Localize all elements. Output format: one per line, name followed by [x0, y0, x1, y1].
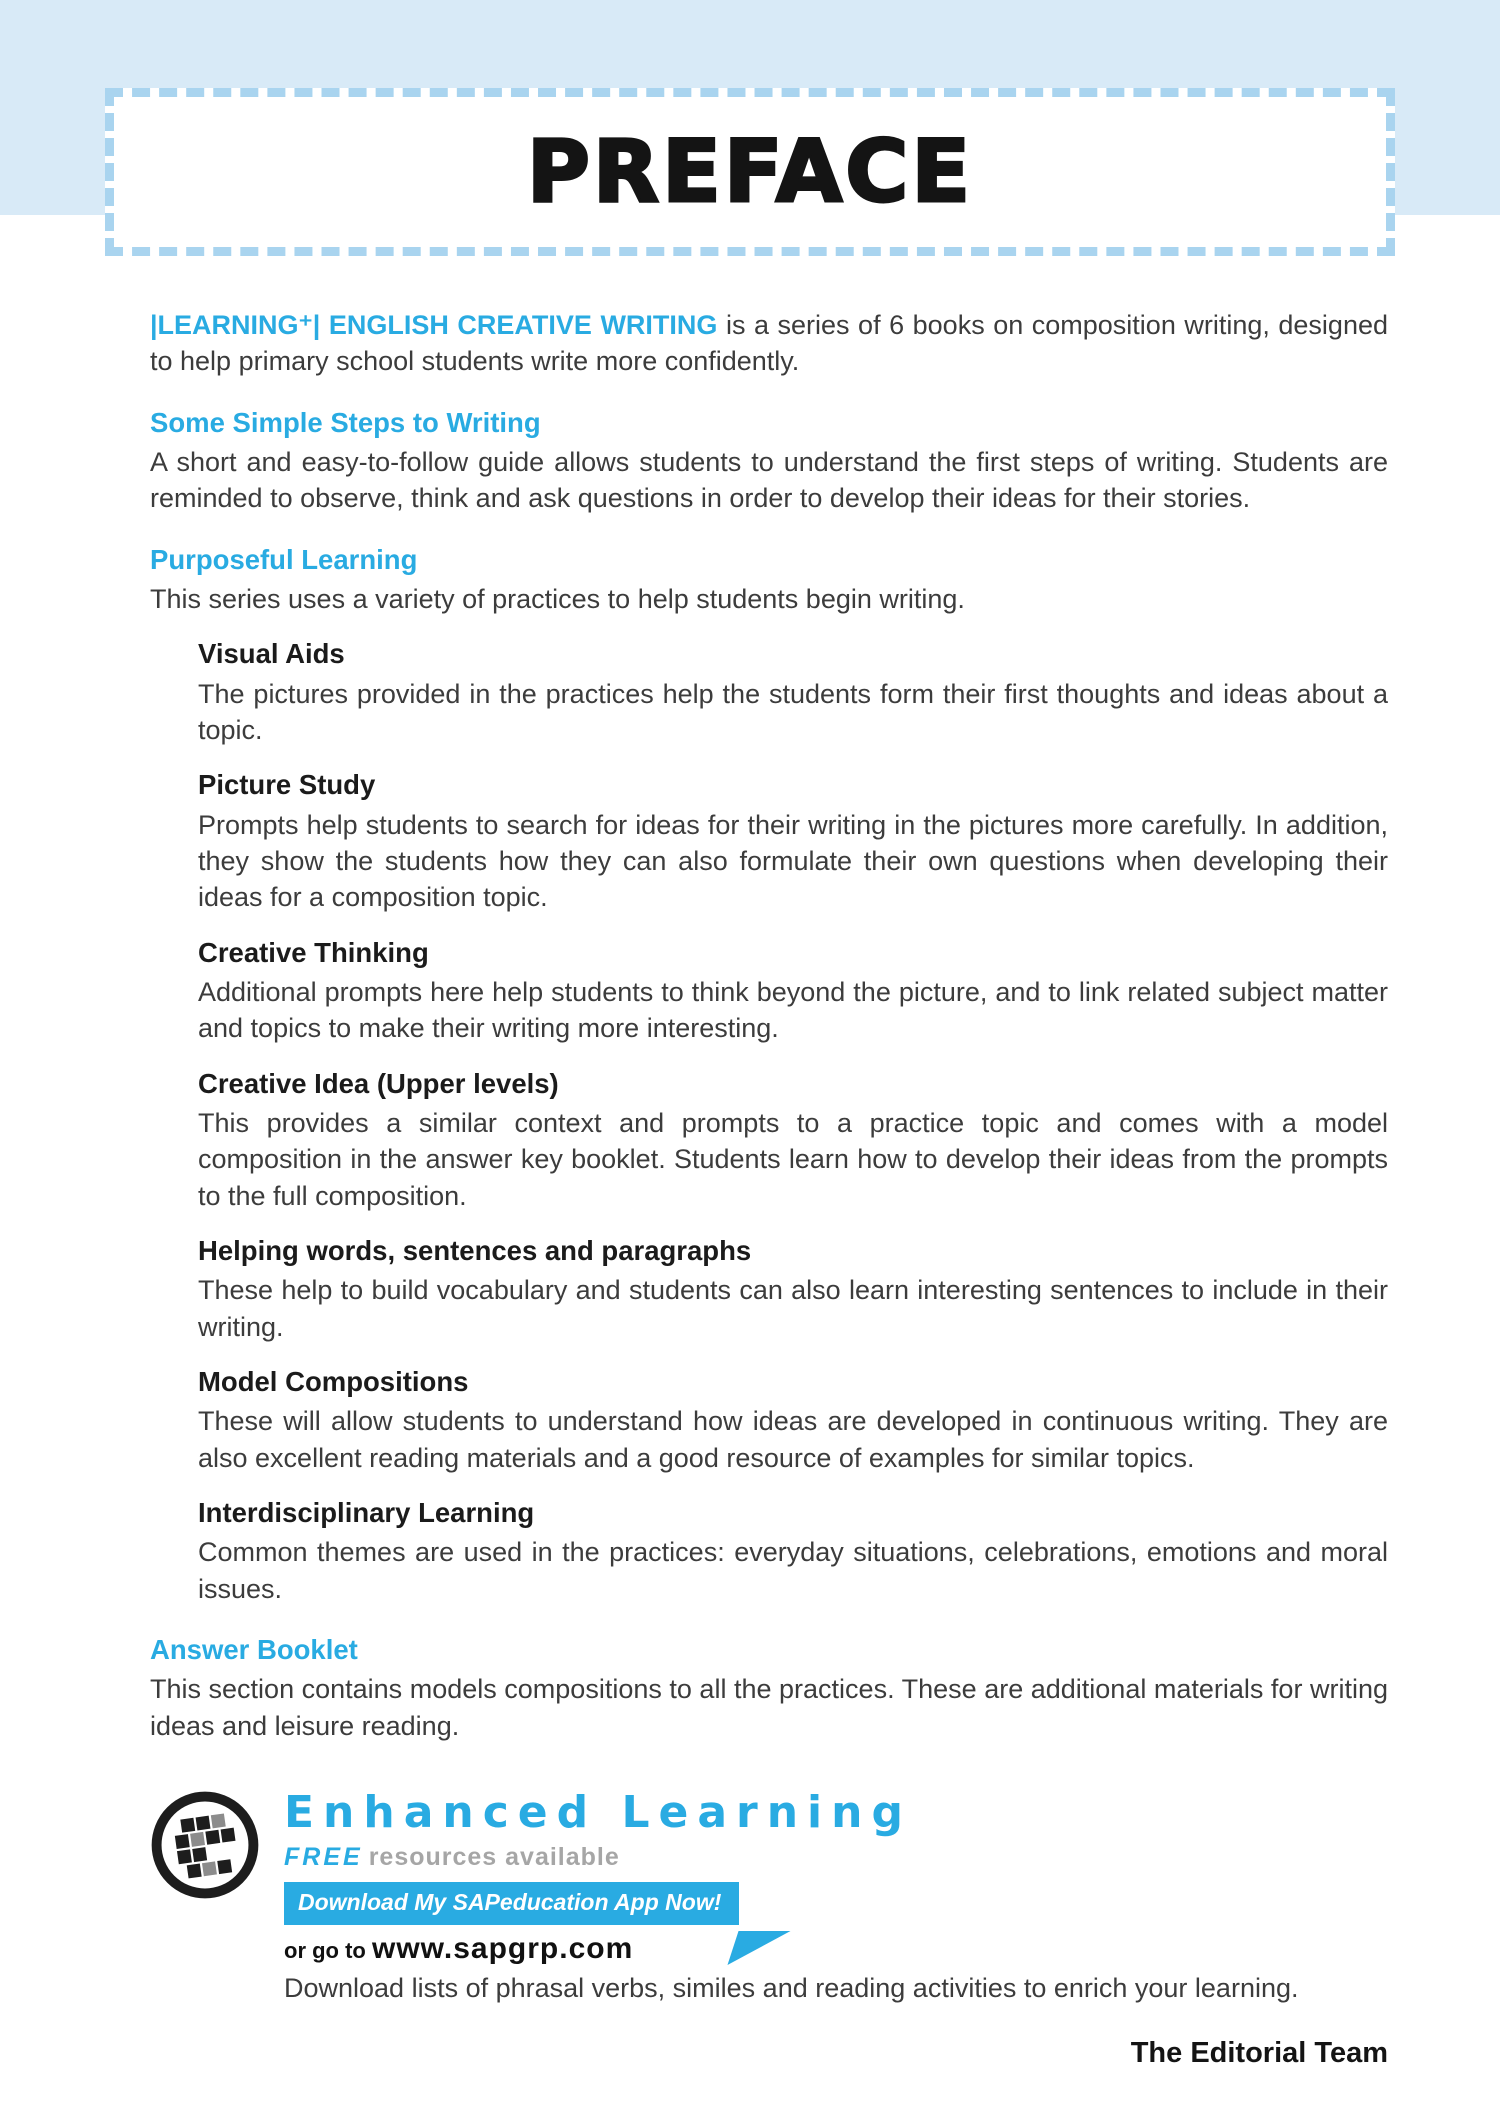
header-band: [0, 0, 1500, 222]
enhanced-learning-section: [150, 1787, 1388, 2006]
subsection-title: Creative Idea (Upper levels): [198, 1067, 559, 1099]
website-line: [284, 1929, 1388, 1970]
subsection-title: Creative Thinking: [198, 936, 429, 968]
page-title: PREFACE: [526, 122, 974, 222]
intro-text: is a series of 6 books on composition writing, designed to help primary school students write more confidently.: [150, 310, 1388, 377]
enhanced-learning-title: Enhanced Learning: [284, 1787, 912, 1839]
free-resources-line: [284, 1841, 1388, 1875]
free-word: FREE: [284, 1842, 363, 1871]
subsection-body: This provides a similar context and prompts to a practice topic and comes with a model composition in the answer key booklet. Students learn how to develop their ideas from the prompts to the full composition.: [198, 1108, 1388, 1211]
subsection-body: Common themes are used in the practices: everyday situations, celebrations, emotions and moral issues.: [198, 1537, 1388, 1604]
subsection-title: Interdisciplinary Learning: [198, 1497, 535, 1529]
subsection-visual-aids: [198, 635, 1388, 748]
preface-content: [0, 215, 1500, 2113]
subsection-body: These will allow students to understand how ideas are developed in continuous writing. They are also excellent reading materials and a good resource of examples for similar topics.: [198, 1406, 1388, 1473]
subsection-interdisciplinary-learning: [198, 1494, 1388, 1607]
simple-steps-paragraph: A short and easy-to-follow guide allows students to understand the first steps of writing. Students are reminded to observe, think and ask questions in order to develop their ideas for their stories.: [150, 447, 1388, 514]
website-link: www.sapgrp.com: [371, 1932, 634, 1966]
or-go-to-label: or go to: [284, 1938, 372, 1964]
subsection-body: The pictures provided in the practices help the students form their first thoughts and ideas about a topic.: [198, 678, 1388, 745]
subsection-body: These help to build vocabulary and students can also learn interesting sentences to include in their writing.: [198, 1275, 1388, 1342]
subsection-title: Helping words, sentences and paragraphs: [198, 1235, 752, 1267]
free-rest: resources available: [368, 1842, 620, 1871]
subsection-body: Prompts help students to search for ideas for their writing in the pictures more carefully. In addition, they show the students how they can also formulate their own questions when developing their ideas for a composition topic.: [198, 809, 1388, 913]
subsection-helping-words: [198, 1232, 1388, 1345]
subsection-picture-study: [198, 766, 1388, 915]
intro-paragraph: [150, 307, 1388, 380]
editorial-team-signature: The Editorial Team: [1130, 2037, 1388, 2070]
subsection-creative-idea: [198, 1065, 1388, 1214]
purposeful-learning-paragraph: This series uses a variety of practices to help students begin writing.: [150, 584, 965, 614]
subsection-title: Visual Aids: [198, 638, 345, 670]
subsection-model-compositions: [198, 1363, 1388, 1476]
subsection-title: Picture Study: [198, 769, 376, 801]
series-brand: |LEARNING⁺| ENGLISH CREATIVE WRITING: [150, 310, 718, 340]
sap-education-logo-icon: [150, 1790, 260, 1900]
enhanced-learning-details: [284, 1787, 1388, 2006]
heading-purposeful-learning: Purposeful Learning: [150, 543, 418, 575]
download-app-banner: Download My SAPeducation App Now!: [284, 1882, 739, 1925]
subsection-body: Additional prompts here help students to think beyond the picture, and to link related subject matter and topics to make their writing more interesting.: [198, 977, 1388, 1044]
subsection-title: Model Compositions: [198, 1366, 469, 1398]
answer-booklet-paragraph: This section contains models compositions to all the practices. These are additional materials for writing ideas and leisure reading.: [150, 1674, 1388, 1741]
enhanced-learning-paragraph: Download lists of phrasal verbs, similes and reading activities to enrich your learning.: [284, 1972, 1299, 2003]
subsection-creative-thinking: [198, 934, 1388, 1047]
preface-title-box: [105, 88, 1395, 256]
heading-simple-steps: Some Simple Steps to Writing: [150, 406, 541, 438]
heading-answer-booklet: Answer Booklet: [150, 1634, 358, 1666]
